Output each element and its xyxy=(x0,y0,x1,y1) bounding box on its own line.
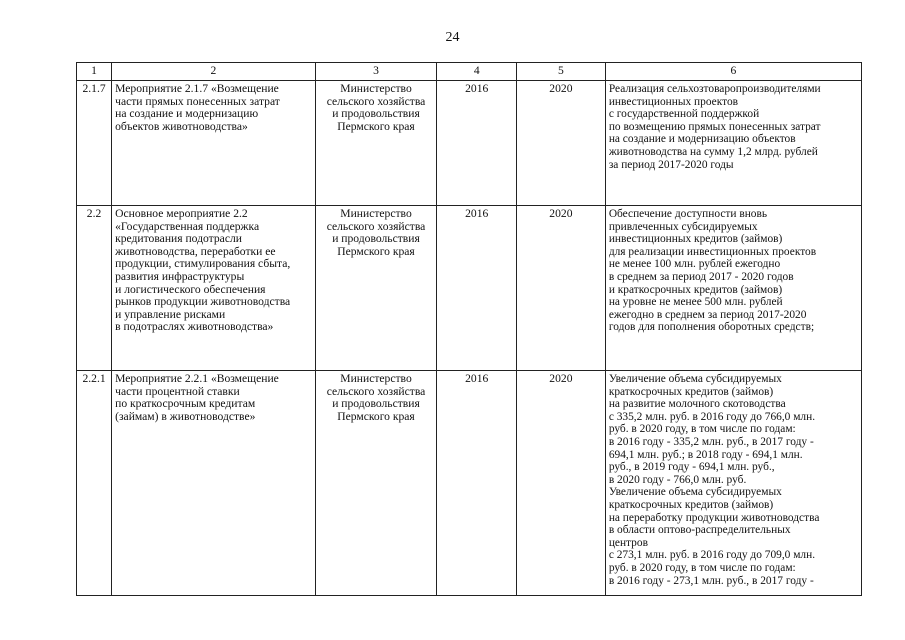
result-line: на развитие молочного скотоводства xyxy=(608,398,786,411)
header-cell: 4 xyxy=(437,63,517,81)
start-year-cell: 2016 xyxy=(437,206,517,371)
event-line: Мероприятие 2.1.7 «Возмещение xyxy=(115,83,279,95)
result-line: ежегодно в среднем за период 2017-2020 xyxy=(608,308,807,321)
result-line: с государственной поддержкой xyxy=(608,108,760,121)
event-line: и логистического обеспечения xyxy=(115,283,266,296)
header-row xyxy=(77,63,862,81)
executor-line: Министерство xyxy=(340,83,412,95)
event-line: рынков продукции животноводства xyxy=(115,296,291,309)
end-year-cell: 2020 xyxy=(516,81,605,206)
event-cell xyxy=(112,81,315,206)
event-line: продукции, стимулирования сбыта, xyxy=(115,258,291,271)
event-line: в подотраслях животноводства» xyxy=(115,321,274,334)
result-line: годов для пополнения оборотных средств; xyxy=(608,321,815,334)
event-line: объектов животноводства» xyxy=(115,120,248,133)
result-line: инвестиционных кредитов (займов) xyxy=(608,233,783,246)
result-line: в 2020 году - 766,0 млн. руб. xyxy=(608,473,747,486)
result-line: инвестиционных проектов xyxy=(608,95,739,108)
result-line: в области оптово-распределительных xyxy=(608,524,791,537)
executor-line: Пермского края xyxy=(337,245,415,258)
executor-cell xyxy=(315,206,437,371)
event-line: части процентной ставки xyxy=(115,385,240,398)
result-line: и краткосрочных кредитов (займов) xyxy=(608,283,783,296)
result-line: привлеченных субсидируемых xyxy=(608,220,758,233)
result-line: Обеспечение доступности вновь xyxy=(608,208,768,220)
result-line: центров xyxy=(608,536,648,549)
executor-line: и продовольствия xyxy=(332,233,420,246)
table-row xyxy=(77,371,862,596)
result-line: животноводства на сумму 1,2 млрд. рублей xyxy=(608,145,818,158)
result-line: с 335,2 млн. руб. в 2016 году до 766,0 млн. xyxy=(608,410,816,423)
event-line: (займам) в животноводстве» xyxy=(115,410,256,423)
executor-cell xyxy=(315,81,437,206)
page-number: 24 xyxy=(445,30,460,45)
executor-line: Пермского края xyxy=(337,120,415,133)
executor-line: сельского хозяйства xyxy=(326,95,426,108)
header-cell: 2 xyxy=(112,63,315,81)
event-cell xyxy=(112,206,315,371)
result-line: краткосрочных кредитов (займов) xyxy=(608,498,774,511)
executor-line: сельского хозяйства xyxy=(326,220,426,233)
code-cell: 2.2 xyxy=(77,206,112,371)
result-line: за период 2017-2020 годы xyxy=(608,158,734,171)
result-line: руб. в 2020 году, в том числе по годам: xyxy=(608,561,796,574)
table-row xyxy=(77,81,862,206)
result-line: на уровне не менее 500 млн. рублей xyxy=(608,296,783,309)
executor-line: и продовольствия xyxy=(332,108,420,121)
table-row xyxy=(77,206,862,371)
result-cell xyxy=(605,81,861,206)
end-year-cell: 2020 xyxy=(516,206,605,371)
header-cell: 3 xyxy=(315,63,437,81)
result-line: по возмещению прямых понесенных затрат xyxy=(608,120,821,133)
event-line: части прямых понесенных затрат xyxy=(115,95,280,108)
result-line: в 2016 году - 335,2 млн. руб., в 2017 году - xyxy=(608,435,814,448)
executor-line: и продовольствия xyxy=(332,398,420,411)
result-line: для реализации инвестиционных проектов xyxy=(608,245,817,258)
event-line: на создание и модернизацию xyxy=(115,108,259,121)
start-year-cell: 2016 xyxy=(437,371,517,596)
result-cell xyxy=(605,371,861,596)
code-cell: 2.2.1 xyxy=(77,371,112,596)
event-line: развития инфраструктуры xyxy=(115,270,245,283)
event-line: по краткосрочным кредитам xyxy=(115,398,256,411)
end-year-cell: 2020 xyxy=(516,371,605,596)
event-line: животноводства, переработки ее xyxy=(115,245,276,258)
result-cell xyxy=(605,206,861,371)
header-cell: 5 xyxy=(516,63,605,81)
event-line: и управление рисками xyxy=(115,308,226,321)
result-line: с 273,1 млн. руб. в 2016 году до 709,0 млн. xyxy=(608,549,816,562)
result-line: Увеличение объема субсидируемых xyxy=(608,373,782,385)
program-table xyxy=(76,62,862,596)
result-line: Реализация сельхозтоваропроизводителями xyxy=(608,83,821,95)
header-cell: 6 xyxy=(605,63,861,81)
result-line: руб. в 2020 году, в том числе по годам: xyxy=(608,423,796,436)
result-line: в 2016 году - 273,1 млн. руб., в 2017 году - xyxy=(608,574,814,587)
result-line: не менее 100 млн. рублей ежегодно xyxy=(608,258,781,271)
result-line: руб., в 2019 году - 694,1 млн. руб., xyxy=(608,461,775,474)
executor-cell xyxy=(315,371,437,596)
result-line: краткосрочных кредитов (займов) xyxy=(608,385,774,398)
executor-line: Министерство xyxy=(340,208,412,220)
header-cell: 1 xyxy=(77,63,112,81)
event-line: «Государственная поддержка xyxy=(115,220,260,233)
executor-line: Министерство xyxy=(340,373,412,385)
result-line: на переработку продукции животноводства xyxy=(608,511,820,524)
result-line: 694,1 млн. руб.; в 2018 году - 694,1 млн. xyxy=(608,448,803,461)
event-line: Основное мероприятие 2.2 xyxy=(115,208,248,220)
result-line: Увеличение объема субсидируемых xyxy=(608,486,782,499)
event-cell xyxy=(112,371,315,596)
executor-line: Пермского края xyxy=(337,410,415,423)
event-line: Мероприятие 2.2.1 «Возмещение xyxy=(115,373,279,385)
result-line: на создание и модернизацию объектов xyxy=(608,133,796,146)
result-line: в среднем за период 2017 - 2020 годов xyxy=(608,270,794,283)
executor-line: сельского хозяйства xyxy=(326,385,426,398)
code-cell: 2.1.7 xyxy=(77,81,112,206)
event-line: кредитования подотрасли xyxy=(115,233,242,246)
start-year-cell: 2016 xyxy=(437,81,517,206)
